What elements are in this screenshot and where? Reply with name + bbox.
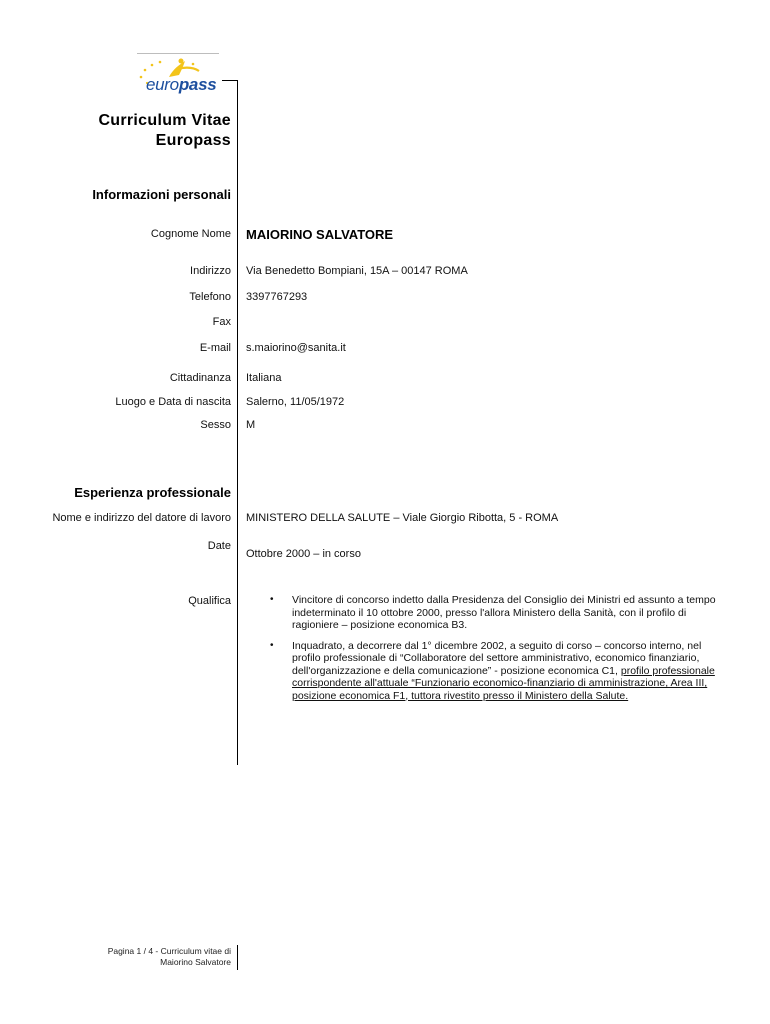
divider-corner [222,80,238,81]
section-personal-info: Informazioni personali [92,187,231,202]
address-label: Indirizzo [190,265,231,277]
phone-value: 3397767293 [246,291,308,303]
sex-label: Sesso [200,419,231,431]
cv-title: Curriculum Vitae Europass [98,112,231,149]
name-label: Cognome Nome [150,228,231,240]
email-label: E-mail [199,342,231,354]
section-professional-experience: Esperienza professionale [74,485,231,500]
footer-divider [237,945,238,970]
europass-logo-text: europass [146,75,217,94]
employer-value: MINISTERO DELLA SALUTE – Viale Giorgio Ribotta, 5 - ROMA [246,512,559,524]
date-value: Ottobre 2000 – in corso [246,548,361,560]
vertical-divider [237,80,238,765]
birth-value: Salerno, 11/05/1972 [246,396,345,408]
employer-label: Nome e indirizzo del datore di lavoro [52,512,231,524]
email-value[interactable]: s.maiorino@sanita.it [246,342,346,354]
qualification-item-2: Inquadrato, a decorrere dal 1° dicembre 2002, a seguito di corso – concorso interno, nel profilo professionale di “Collaboratore del settore amministrativo, economico finanziario, dell'organizzazione e della comunicazione” - posizione economica C1, [292,639,702,677]
page-footer: Pagina 1 / 4 - Curriculum vitae di Maiorino Salvatore [107,946,231,967]
qualification-list [246,594,732,710]
top-rule [137,53,219,54]
fax-label: Fax [212,316,231,328]
qualification-item-2-underlined: profilo professionale corrispondente all'attuale “Funzionario economico-finanziario di amministrazione, Area III, posizione economica F1, tuttora rivestito presso il Ministero della Salute. [292,664,715,702]
bullet-icon: • [270,639,274,651]
citizenship-label: Cittadinanza [169,372,231,384]
list-item [246,594,732,632]
name-value: MAIORINO SALVATORE [246,227,394,242]
qualification-label: Qualifica [188,595,231,607]
address-value: Via Benedetto Bompiani, 15A – 00147 ROMA [246,265,468,277]
bullet-icon: • [270,594,274,605]
citizenship-value: Italiana [246,372,282,384]
phone-label: Telefono [189,291,231,303]
birth-label: Luogo e Data di nascita [115,396,231,408]
date-label: Date [207,540,231,552]
list-item [246,640,732,703]
sex-value: M [246,419,256,431]
qualification-item-1: Vincitore di concorso indetto dalla Presidenza del Consiglio dei Ministri ed assunto a tempo indeterminato il 10 ottobre 2000, presso l'allora Ministero della Sanità, con il profilo di ragioniere – posizione economica B3. [292,594,716,631]
